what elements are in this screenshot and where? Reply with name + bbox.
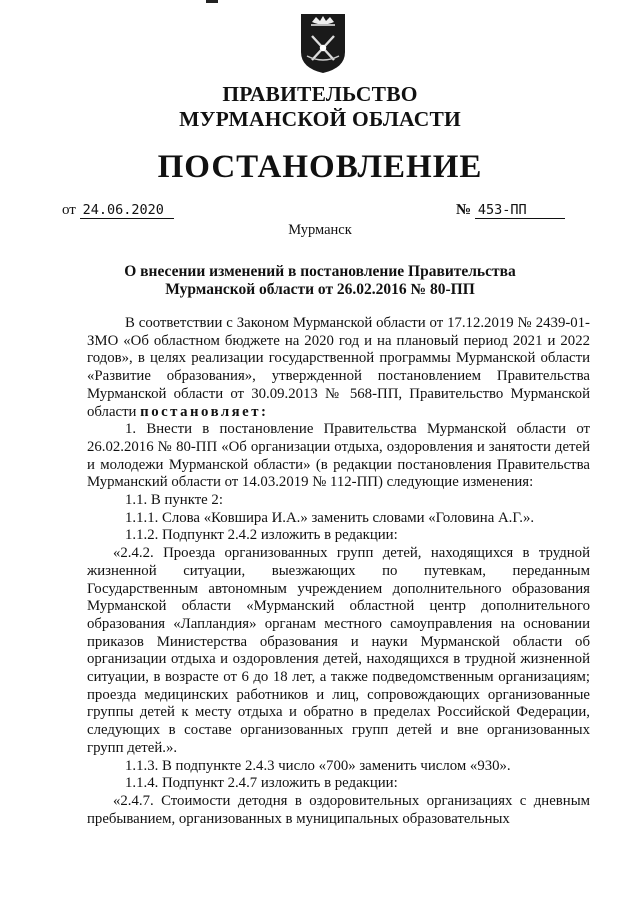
- clause-1: 1. Внести в постановление Правительства Мурманской области от 26.02.2016 № 80-ПП «Об организации отдыха, оздоровления и занятости детей и молодежи Мурманской области» (в редакции постановления Правительства Мурманский области от 14.03.2019 № 112-ПП) следующие изменения:: [87, 421, 590, 491]
- government-title: [0, 82, 640, 132]
- preamble-text: В соответствии с Законом Мурманской области от 17.12.2019 № 2439-01-ЗМО «Об областном бюджете на 2020 год и на плановый период 2021 и 2022 годов», в целях реализации государственной программы Мурманской области «Развитие образования», утвержденной постановлением Правительства Мурманской области от 30.09.2013 № 568-ПП, Правительство Мурманской области: [87, 315, 590, 420]
- clause-1-1-1: 1.1.1. Слова «Ковшира И.А.» заменить словами «Головина А.Г.».: [125, 509, 535, 526]
- clause-1-1: 1.1. В пункте 2:: [125, 492, 223, 509]
- clause-1-1-4: 1.1.4. Подпункт 2.4.7 изложить в редакции:: [125, 775, 398, 792]
- government-line-2: МУРМАНСКОЙ ОБЛАСТИ: [179, 107, 461, 131]
- quote-2-4-7: «2.4.7. Стоимости детодня в оздоровительных организациях с дневным пребыванием, организованных в муниципальных образовательных: [87, 792, 590, 827]
- date-value: 24.06.2020: [80, 202, 174, 219]
- document-type: ПОСТАНОВЛЕНИЕ: [157, 149, 483, 185]
- decree-word: постановляет:: [140, 403, 269, 420]
- murmansk-coat-of-arms-icon: [298, 12, 348, 74]
- date-field: [62, 200, 174, 220]
- subject-line-2: Мурманской области от 26.02.2016 № 80-ПП: [165, 281, 475, 298]
- clause-1-1-3: 1.1.3. В подпункте 2.4.3 число «700» заменить числом «930».: [125, 757, 511, 774]
- document-body: [87, 315, 590, 828]
- number-field: [456, 200, 565, 220]
- subject-line-1: О внесении изменений в постановление Правительства: [124, 263, 516, 280]
- number-value: 453-ПП: [475, 202, 565, 219]
- clause-1-1-2: 1.1.2. Подпункт 2.4.2 изложить в редакции:: [125, 527, 398, 544]
- number-prefix: №: [456, 202, 472, 218]
- city: Мурманск: [288, 222, 352, 238]
- quote-2-4-2: «2.4.2. Проезда организованных групп детей, находящихся в трудной жизненной ситуации, выезжающих по путевкам, переданным Государственным автономным учреждением дополнительного образования Мурманской области «Мурманский областной центр дополнительного образования «Лапландия» органам местного самоуправления на основании приказов Министерства образования и науки Мурманской области об организации отдыха и оздоровления детей, находящихся в трудной жизненной ситуации, в возрасте от 6 до 18 лет, а также подведомственным организациям; проезда медицинских работников и лиц, сопровождающих организованные группы детей к месту отдыха и обратно в пределах Российской Федерации, следующих в составе организованных групп детей и вне организованных групп детей.».: [87, 545, 590, 756]
- scan-artifact: [206, 0, 218, 3]
- document-subject: [80, 263, 560, 299]
- preamble-paragraph: [87, 315, 590, 421]
- date-prefix: от: [62, 202, 76, 218]
- government-line-1: ПРАВИТЕЛЬСТВО: [222, 82, 418, 106]
